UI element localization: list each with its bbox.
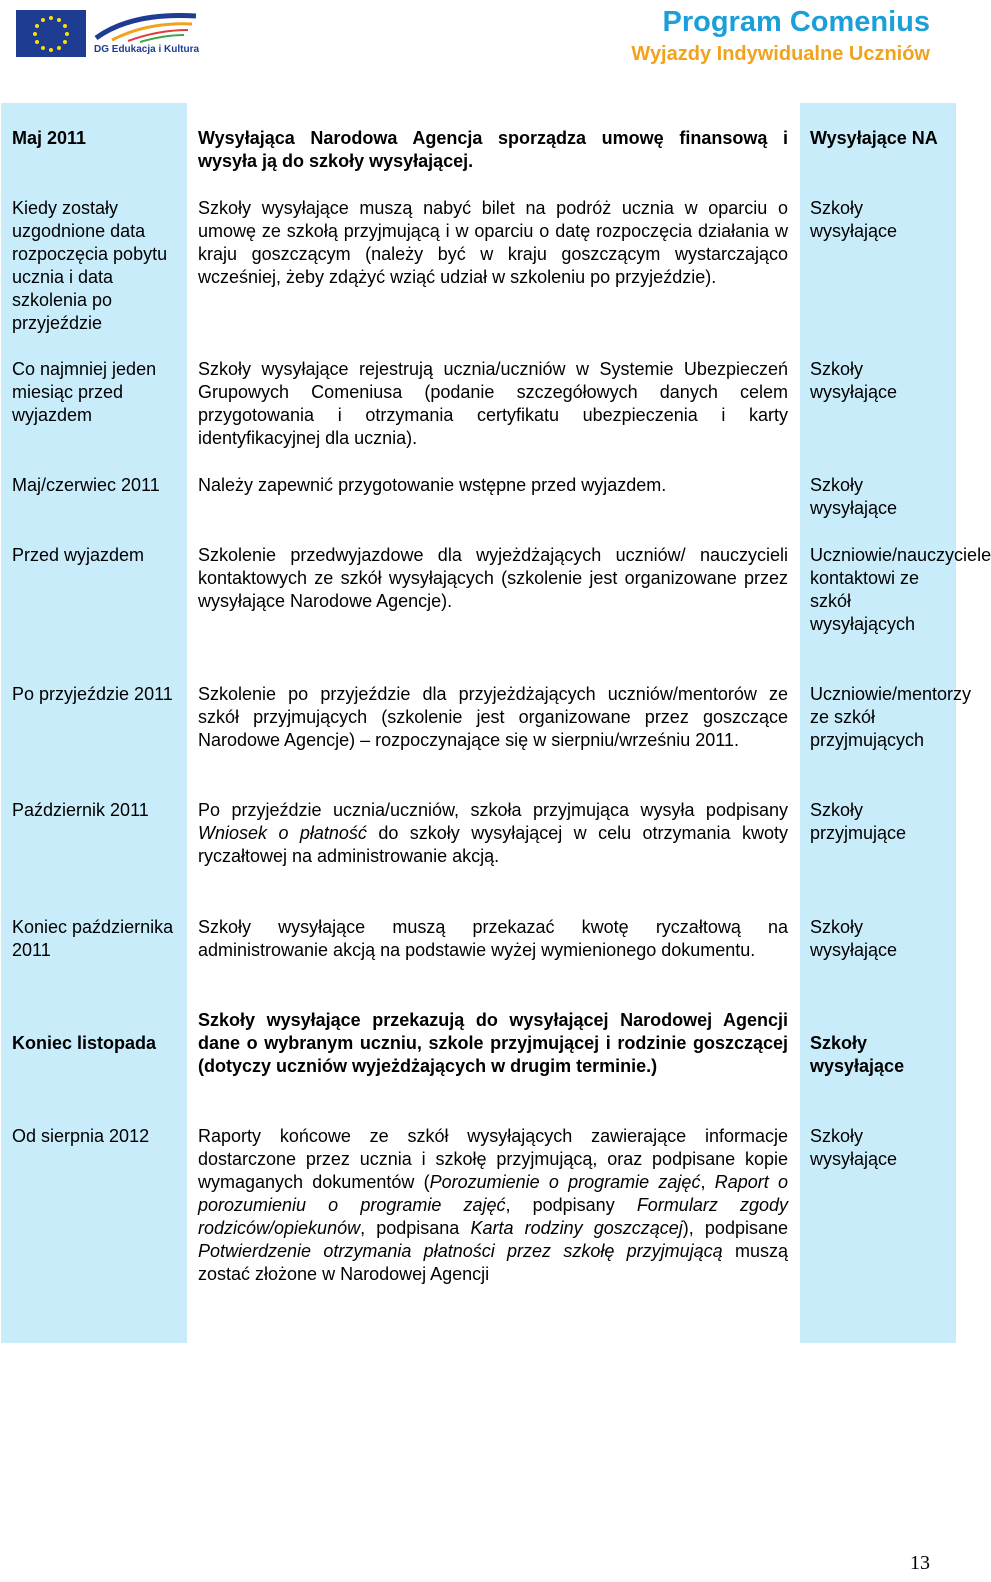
schedule-table — [0, 103, 991, 1343]
row-responsible: Uczniowie/mentorzy ze szkół przyjmujących — [810, 684, 972, 750]
dg-swoosh-logo — [92, 8, 202, 64]
row-responsible: Szkoły wysyłające — [810, 1033, 905, 1076]
action-text: do szkoły wysyłającej w celu otrzymania kwoty ryczałtowej na administrowanie akcją. — [198, 823, 788, 866]
eu-flag-logo — [16, 10, 86, 57]
row-responsible: Uczniowie/nauczyciele kontaktowi ze szkół wysyłających — [810, 545, 991, 634]
action-text: Po przyjeździe ucznia/uczniów, szkoła przyjmująca wysyła podpisany — [198, 800, 788, 820]
program-subtitle: Wyjazdy Indywidualne Uczniów — [631, 43, 930, 65]
row-action: Szkoły wysyłające przekazują do wysyłającej Narodowej Agencji dane o wybranym uczniu, szkole przyjmującej i rodzinie goszczącej (dotyczy uczniów wyjeżdżających w drugim terminie.) — [198, 1010, 788, 1076]
page-header — [0, 0, 960, 100]
row-responsible: Szkoły przyjmujące — [810, 800, 907, 843]
row-action: Szkoły wysyłające rejestrują ucznia/uczniów w Systemie Ubezpieczeń Grupowych Comeniusa (podanie szczegółowych danych celem przygotowania i otrzymania certyfikatu ubezpieczenia i karty identyfikacyjnej dla ucznia). — [198, 359, 788, 448]
row-responsible: Szkoły wysyłające — [810, 198, 898, 241]
row-date: Maj 2011 — [12, 128, 87, 148]
row-responsible: Wysyłające NA — [810, 128, 938, 148]
row-date: Koniec listopada — [12, 1033, 157, 1053]
dg-logo-text: DG Edukacja i Kultura — [94, 44, 200, 55]
row-date: Przed wyjazdem — [12, 545, 145, 565]
row-action: Szkolenie przedwyjazdowe dla wyjeżdżających uczniów/ nauczycieli kontaktowych ze szkół wysyłających (szkolenie jest organizowane przez wysyłające Narodowe Agencje). — [198, 545, 788, 611]
row-action: Wysyłająca Narodowa Agencja sporządza umowę finansową i wysyła ją do szkoły wysyłającej. — [198, 128, 788, 171]
row-action: Szkolenie po przyjeździe dla przyjeżdżających uczniów/mentorów ze szkół przyjmujących (szkolenie jest organizowane przez goszczące Narodowe Agencje) – rozpoczynające się w sierpniu/wrześniu 2011. — [198, 684, 788, 750]
action-text: ), podpisane — [682, 1218, 788, 1238]
row-action: Szkoły wysyłające muszą nabyć bilet na podróż ucznia w oparciu o umowę ze szkołą przyjmującą i w oparciu o datę rozpoczęcia działania w kraju goszczącym (należy być w kraju goszczącym wystarczająco wcześniej, żeby zdążyć wziąć udział w szkoleniu po przyjeździe). — [198, 198, 788, 287]
document-name: Raport o porozumieniu o programie zajęć — [198, 1172, 788, 1215]
row-date: Od sierpnia 2012 — [12, 1126, 150, 1146]
row-responsible: Szkoły wysyłające — [810, 475, 898, 518]
action-text: muszą zostać złożone w Narodowej Agencji — [198, 1241, 788, 1284]
row-action: Szkoły wysyłające muszą przekazać kwotę ryczałtową na administrowanie akcją na podstawie wyżej wymienionego dokumentu. — [198, 917, 788, 960]
row-date: Koniec października 2011 — [12, 917, 174, 960]
action-text: , podpisany — [505, 1195, 637, 1215]
row-action — [198, 1125, 788, 1286]
document-name: Porozumienie o programie zajęć — [429, 1172, 701, 1192]
document-name: Potwierdzenie otrzymania płatności przez szkołę przyjmującą — [198, 1241, 723, 1261]
document-name: Formularz zgody rodziców/opiekunów — [198, 1195, 788, 1238]
row-date: Październik 2011 — [12, 800, 149, 820]
row-action — [198, 799, 788, 868]
action-text: , podpisana — [360, 1218, 471, 1238]
row-responsible: Szkoły wysyłające — [810, 359, 898, 402]
program-title: Program Comenius — [662, 6, 930, 38]
row-responsible: Szkoły wysyłające — [810, 917, 898, 960]
row-responsible: Szkoły wysyłające — [810, 1126, 898, 1169]
row-date: Po przyjeździe 2011 — [12, 684, 173, 704]
row-date: Co najmniej jeden miesiąc przed wyjazdem — [12, 359, 157, 425]
page-number: 13 — [910, 1552, 930, 1574]
row-date: Kiedy zostały uzgodnione data rozpoczęcia pobytu ucznia i data szkolenia po przyjeździe — [12, 198, 168, 333]
action-text: Raporty końcowe ze szkół wysyłających zawierające informacje dostarczone przez ucznia i szkołę przyjmującą, oraz podpisane kopie wymaganych dokumentów ( — [198, 1126, 788, 1192]
document-name: Wniosek o płatność — [198, 823, 367, 843]
row-action: Należy zapewnić przygotowanie wstępne przed wyjazdem. — [198, 475, 667, 495]
row-date: Maj/czerwiec 2011 — [12, 475, 160, 495]
document-name: Karta rodziny goszczącej — [470, 1218, 683, 1238]
action-text: , — [700, 1172, 715, 1192]
